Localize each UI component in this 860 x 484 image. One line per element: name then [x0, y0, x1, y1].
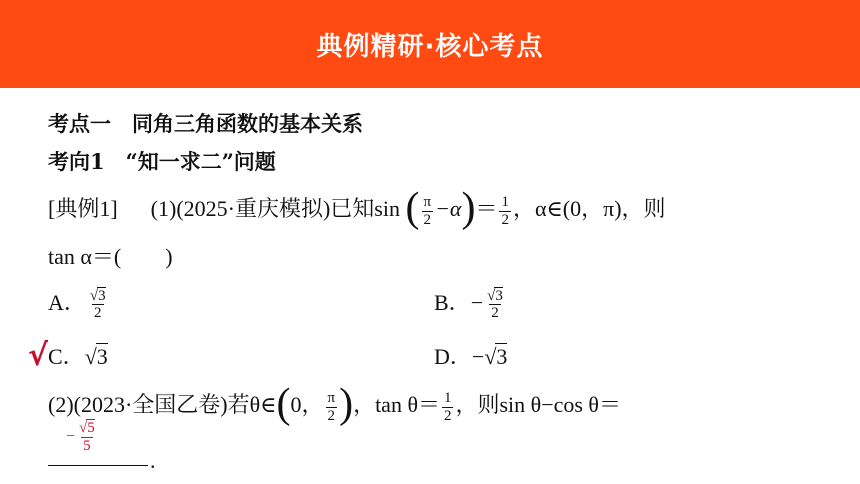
- option-b-label: B．: [434, 290, 471, 315]
- correct-check-icon: √: [28, 338, 49, 373]
- example-part1-prefix: (1)(2025·重庆模拟)已知sin: [150, 196, 400, 222]
- kaodian-heading: 考点一 同角三角函数的基本关系: [48, 111, 363, 136]
- one-half-fraction-2: $\frac{1}{2}$: [443, 390, 452, 424]
- option-a[interactable]: [48, 286, 110, 322]
- page-title: 典例精研·核心考点: [316, 31, 544, 62]
- part2-tail: ，则sin θ−cos θ＝: [455, 392, 621, 418]
- part2-prefix: (2)(2023·全国乙卷)若θ∈: [48, 392, 277, 418]
- example-line-2: tan α＝( ): [48, 244, 173, 269]
- equals-sign: ＝: [475, 196, 498, 222]
- answer-period: .: [150, 448, 156, 473]
- minus-alpha: −α: [435, 196, 462, 222]
- kaoxiang-heading: 考向1 “知一求二”问题: [48, 149, 276, 174]
- pi-over-2-fraction-2: $\frac{\pi}{2}$: [327, 390, 336, 424]
- example-condition: ，α∈(0，π)，则: [512, 196, 666, 222]
- option-d-label: D．: [434, 344, 472, 369]
- example-line-1: [典例1] (1)(2025·重庆模拟)已知sin ( $\frac{\pi}{2}$ −α)＝ $\frac{1}{2}$ ，α∈(0，π)，则: [48, 185, 666, 231]
- option-d[interactable]: D．−√3: [434, 344, 508, 369]
- one-half-fraction: $\frac{1}{2}$: [501, 194, 509, 228]
- option-b[interactable]: B．− $\frac{√3}{2}$: [434, 287, 503, 322]
- answer-blank[interactable]: [48, 465, 148, 466]
- option-c-value: √3: [84, 344, 108, 369]
- option-b-value: $\frac{√3}{2}$: [487, 287, 503, 322]
- option-d-value: √3: [484, 344, 508, 369]
- option-c[interactable]: [48, 340, 108, 371]
- answer-value: − $\frac{√5}{5}$: [66, 420, 95, 454]
- example-tag: [典例1]: [48, 196, 118, 222]
- part2-line: (2)(2023·全国乙卷)若θ∈(0， $\frac{\pi}{2}$ )，tan θ＝ $\frac{1}{2}$ ，则sin θ−cos θ＝: [48, 381, 621, 427]
- option-a-label: A．: [48, 290, 86, 315]
- option-a-value: $\frac{√3}{2}$: [89, 287, 106, 322]
- option-c-label: C．: [48, 344, 85, 369]
- pi-over-2-fraction: $\frac{\pi}{2}$: [423, 194, 432, 228]
- header-banner: [0, 0, 860, 88]
- part2-tan: ，tan θ＝: [353, 392, 440, 418]
